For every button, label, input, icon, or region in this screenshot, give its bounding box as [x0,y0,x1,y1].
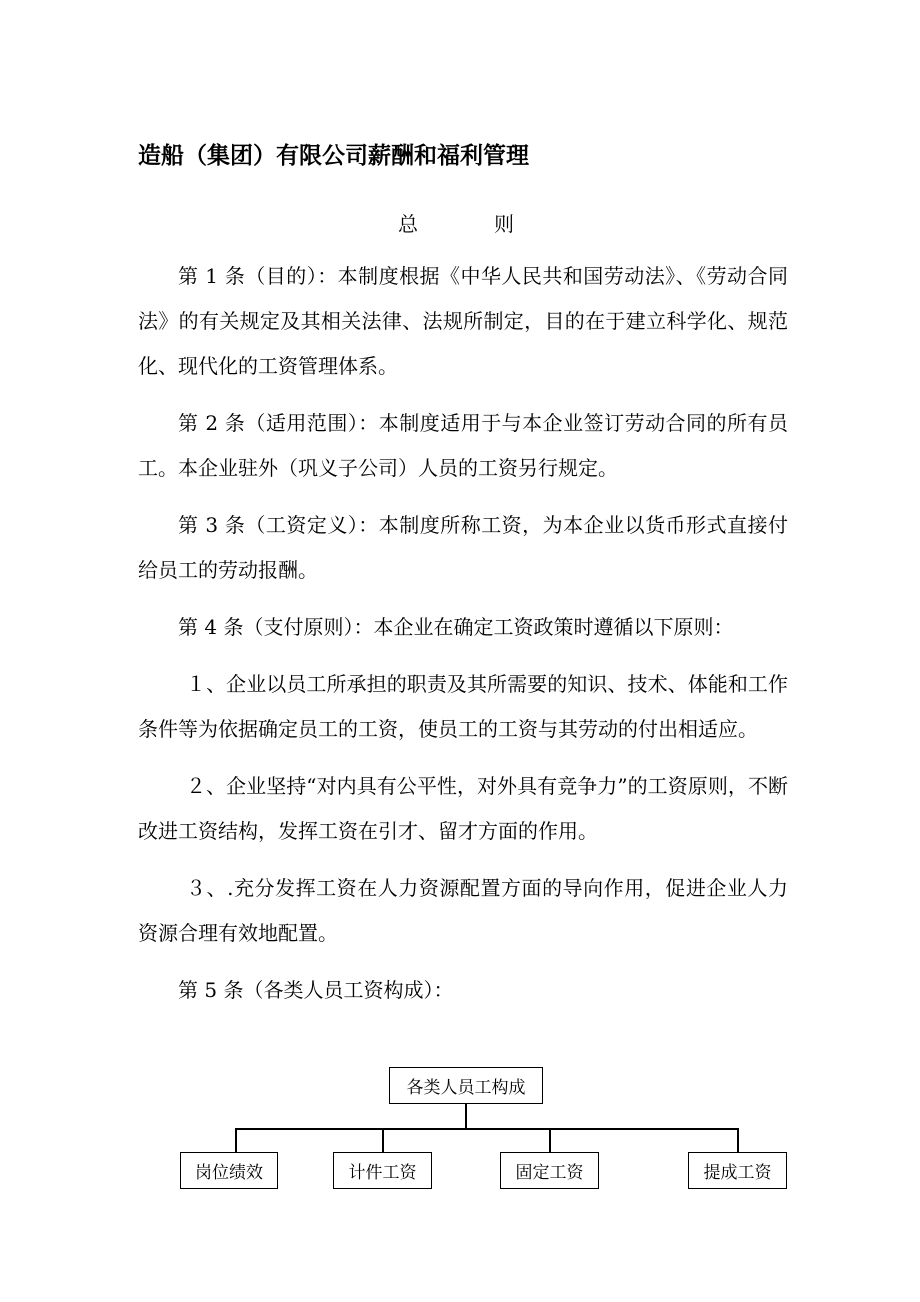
org-chart-child-box [688,1152,787,1189]
horizontal-connector [235,1128,738,1130]
child-4-connector [737,1128,739,1153]
child-1-connector [235,1128,237,1153]
article-3-paragraph: 第 3 条（工资定义）：本制度所称工资，为本企业以货币形式直接付给员工的劳动报酬。 [138,513,788,582]
principle-1-paragraph: １、企业以员工所承担的职责及其所需要的知识、技术、体能和工作条件等为依据确定员工的工资，使员工的工资与其劳动的付出相适应。 [138,672,788,741]
child-2-connector [382,1128,384,1153]
org-chart-child-label: 固定工资 [515,1163,584,1183]
org-chart-child-box [180,1152,278,1189]
article-2-paragraph: 第 2 条（适用范围）：本制度适用于与本企业签订劳动合同的所有员工。本企业驻外（巩义子公司）人员的工资另行规定。 [138,411,788,480]
principle-3-paragraph: ３、.充分发挥工资在人力资源配置方面的导向作用，促进企业人力资源合理有效地配置。 [138,876,788,945]
org-chart-root-box [389,1067,543,1104]
root-down-connector [465,1103,467,1128]
org-chart-child-label: 岗位绩效 [195,1163,263,1183]
article-1-paragraph: 第 1 条（目的）：本制度根据《中华人民共和国劳动法》、《劳动合同法》的有关规定及其相关法律、法规所制定，目的在于建立科学化、规范化、现代化的工资管理体系。 [138,264,788,378]
org-chart-child-box [500,1152,599,1189]
org-chart-child-label: 计件工资 [348,1163,417,1183]
org-chart-root-label: 各类人员工构成 [406,1078,526,1098]
article-4-paragraph: 第 4 条（支付原则）：本企业在确定工资政策时遵循以下原则： [178,615,734,639]
document-body [138,254,788,1025]
document-title: 造船（集团）有限公司薪酬和福利管理 [138,143,529,169]
child-3-connector [549,1128,551,1153]
article-5-paragraph: 第 5 条（各类人员工资构成）： [178,978,454,1002]
org-chart-child-label: 提成工资 [703,1163,772,1183]
principle-2-paragraph: ２、企业坚持“对内具有公平性，对外具有竞争力”的工资原则，不断改进工资结构，发挥工资在引才、留才方面的作用。 [138,774,788,843]
org-chart-child-box [333,1152,432,1189]
section-heading: 总 则 [398,212,542,236]
